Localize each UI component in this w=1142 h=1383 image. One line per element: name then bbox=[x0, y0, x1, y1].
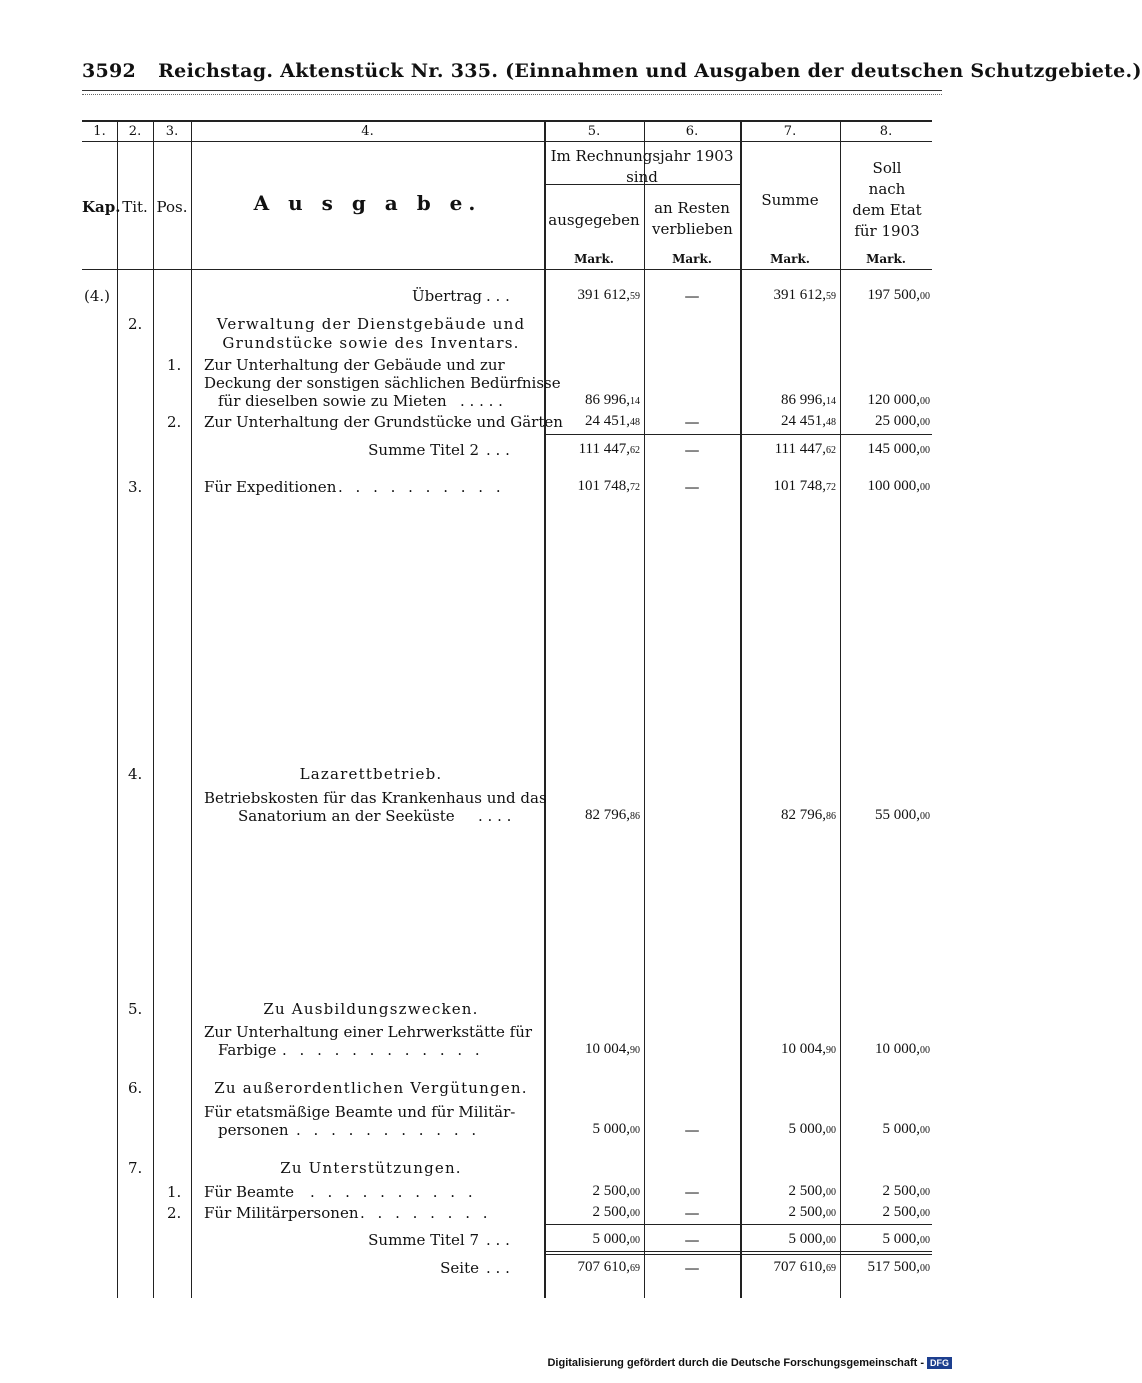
row-t3-sum: 101 748,72 bbox=[773, 478, 836, 494]
header-ausgabe: A u s g a b e. bbox=[253, 191, 482, 215]
leader-dots: . . . . bbox=[478, 807, 512, 825]
col-divider bbox=[153, 120, 154, 1298]
colnum-7: 7. bbox=[783, 124, 797, 139]
row-t3-spent: 101 748,72 bbox=[577, 478, 640, 494]
leader-dots: . . . bbox=[486, 1259, 510, 1277]
header-soll: Soll nach dem Etat für 1903 bbox=[852, 159, 922, 240]
leader-dots: . . . . . . . . . . bbox=[338, 478, 505, 496]
row-t2sum-soll: 145 000,00 bbox=[867, 441, 930, 457]
row-t7-tit: 7. bbox=[128, 1159, 143, 1177]
unit-5: Mark. bbox=[574, 252, 614, 266]
colnum-6: 6. bbox=[685, 124, 699, 139]
page-header bbox=[82, 60, 1142, 82]
row-t7p1-pos: 1. bbox=[167, 1183, 182, 1201]
row-t5-spent: 10 004,90 bbox=[585, 1041, 640, 1057]
unit-7: Mark. bbox=[770, 252, 810, 266]
row-t6-spent: 5 000,00 bbox=[592, 1121, 640, 1137]
row-uebertrag-sum: 391 612,59 bbox=[773, 287, 836, 303]
row-uebertrag-rest: — bbox=[684, 287, 700, 305]
page-number: 3592 bbox=[82, 60, 137, 82]
row-t7p2-label: Für Militärpersonen bbox=[204, 1204, 359, 1222]
unit-6: Mark. bbox=[672, 252, 712, 266]
header-group: Im Rechnungsjahr 1903 sind bbox=[550, 147, 734, 186]
row-t2p2-pos: 2. bbox=[167, 413, 182, 431]
row-t2p2-rest: — bbox=[684, 413, 700, 431]
table-top-rule bbox=[82, 120, 932, 122]
leader-dots: . . . bbox=[486, 441, 510, 459]
colnum-3: 3. bbox=[165, 124, 179, 139]
row-seite-sum: 707 610,69 bbox=[773, 1259, 836, 1275]
row-t2p2-label: Zur Unterhaltung der Grundstücke und Gärten bbox=[204, 413, 563, 431]
row-t2-tit: 2. bbox=[128, 315, 143, 333]
row-t2sum-spent: 111 447,62 bbox=[578, 441, 640, 457]
col-divider bbox=[117, 120, 118, 1298]
header-rule-dotted bbox=[82, 94, 942, 95]
leader-dots: . . . bbox=[486, 287, 510, 305]
row-t5-line1: Zur Unterhaltung einer Lehrwerkstätte für bbox=[204, 1023, 533, 1041]
page-title: Reichstag. Aktenstück Nr. 335. (Einnahmen und Ausgaben der deutschen Schutzgebiete.) bbox=[158, 60, 1142, 82]
row-t6-rest: — bbox=[684, 1121, 700, 1139]
row-t7p1-sum: 2 500,00 bbox=[788, 1183, 836, 1199]
row-t2sum-rest: — bbox=[684, 441, 700, 459]
header-remaining: an Resten verblieben bbox=[652, 199, 733, 238]
row-t2p1-line3: für dieselben sowie zu Mieten bbox=[218, 392, 447, 410]
row-t7p2-soll: 2 500,00 bbox=[882, 1204, 930, 1220]
row-t7p2-spent: 2 500,00 bbox=[592, 1204, 640, 1220]
row-t6-line1: Für etatsmäßige Beamte und für Militär- bbox=[204, 1103, 516, 1121]
row-t6-heading: Zu außerordentlichen Vergütungen. bbox=[214, 1079, 528, 1097]
row-t4-spent: 82 796,86 bbox=[585, 807, 640, 823]
header-kap: Kap. bbox=[82, 198, 121, 216]
row-t2p2-spent: 24 451,48 bbox=[585, 413, 640, 429]
row-t4-sum: 82 796,86 bbox=[781, 807, 836, 823]
colnum-2: 2. bbox=[128, 124, 142, 139]
row-t2sum-sum: 111 447,62 bbox=[774, 441, 836, 457]
subtotal-rule bbox=[546, 434, 932, 435]
header-spent: ausgegeben bbox=[548, 211, 640, 229]
unit-8: Mark. bbox=[866, 252, 906, 266]
row-t7p2-sum: 2 500,00 bbox=[788, 1204, 836, 1220]
row-t6-tit: 6. bbox=[128, 1079, 143, 1097]
colnum-5: 5. bbox=[587, 124, 601, 139]
row-t4-tit: 4. bbox=[128, 765, 143, 783]
leader-dots: . . . . . . . . . . . bbox=[296, 1121, 481, 1139]
row-t2-heading: Verwaltung der Dienstgebäude und Grundstücke sowie des Inventars. bbox=[216, 315, 526, 352]
row-t2p1-line1: Zur Unterhaltung der Gebäude und zur bbox=[204, 356, 505, 374]
row-t2p1-soll: 120 000,00 bbox=[867, 392, 930, 408]
row-t5-soll: 10 000,00 bbox=[875, 1041, 930, 1057]
row-t7p1-rest: — bbox=[684, 1183, 700, 1201]
row-t7p1-label: Für Beamte bbox=[204, 1183, 294, 1201]
row-t5-line2: Farbige bbox=[218, 1041, 277, 1059]
row-t4-soll: 55 000,00 bbox=[875, 807, 930, 823]
footer-text: Digitalisierung gefördert durch die Deutsche Forschungsgemeinschaft - bbox=[547, 1357, 924, 1369]
header-pos: Pos. bbox=[156, 198, 188, 216]
row-uebertrag-kap: (4.) bbox=[84, 287, 111, 305]
row-t3-rest: — bbox=[684, 478, 700, 496]
row-seite-rest: — bbox=[684, 1259, 700, 1277]
row-t4-heading: Lazarettbetrieb. bbox=[299, 765, 443, 783]
row-t7sum-spent: 5 000,00 bbox=[592, 1231, 640, 1247]
total-rule-double bbox=[546, 1254, 932, 1255]
colnum-4: 4. bbox=[361, 124, 374, 139]
row-t5-sum: 10 004,90 bbox=[781, 1041, 836, 1057]
digitization-footer bbox=[547, 1357, 952, 1369]
row-t7sum-sum: 5 000,00 bbox=[788, 1231, 836, 1247]
header-sum: Summe bbox=[761, 191, 819, 209]
row-t7sum-label: Summe Titel 7 bbox=[368, 1231, 479, 1249]
header-rule bbox=[82, 90, 942, 91]
row-t2p1-line2: Deckung der sonstigen sächlichen Bedürfnisse bbox=[204, 374, 561, 392]
col-divider bbox=[840, 120, 841, 1298]
colnum-1: 1. bbox=[93, 124, 106, 139]
row-uebertrag-soll: 197 500,00 bbox=[867, 287, 930, 303]
row-uebertrag-spent: 391 612,59 bbox=[577, 287, 640, 303]
row-seite-label: Seite bbox=[440, 1259, 479, 1277]
row-seite-soll: 517 500,00 bbox=[867, 1259, 930, 1275]
total-rule bbox=[546, 1251, 932, 1252]
row-t7p1-soll: 2 500,00 bbox=[882, 1183, 930, 1199]
row-t7p1-spent: 2 500,00 bbox=[592, 1183, 640, 1199]
row-t2p2-sum: 24 451,48 bbox=[781, 413, 836, 429]
row-t7sum-rest: — bbox=[684, 1231, 700, 1249]
row-t3-soll: 100 000,00 bbox=[867, 478, 930, 494]
row-t2p1-sum: 86 996,14 bbox=[781, 392, 836, 408]
colnum-8: 8. bbox=[879, 124, 893, 139]
leader-dots: . . . . . . . . bbox=[360, 1204, 492, 1222]
row-t2p2-soll: 25 000,00 bbox=[875, 413, 930, 429]
row-t6-soll: 5 000,00 bbox=[882, 1121, 930, 1137]
row-t7p2-pos: 2. bbox=[167, 1204, 182, 1222]
row-t4-line2: Sanatorium an der Seeküste bbox=[238, 807, 455, 825]
row-t3-label: Für Expeditionen bbox=[204, 478, 337, 496]
row-t7p2-rest: — bbox=[684, 1204, 700, 1222]
row-t2sum-label: Summe Titel 2 bbox=[368, 441, 479, 459]
row-seite-spent: 707 610,69 bbox=[577, 1259, 640, 1275]
header-tit: Tit. bbox=[122, 198, 148, 216]
row-t7-heading: Zu Unterstützungen. bbox=[280, 1159, 462, 1177]
row-t6-sum: 5 000,00 bbox=[788, 1121, 836, 1137]
leader-dots: . . . . . bbox=[460, 392, 503, 410]
row-uebertrag-label: Übertrag bbox=[411, 287, 482, 305]
row-t3-tit: 3. bbox=[128, 478, 143, 496]
row-t7sum-soll: 5 000,00 bbox=[882, 1231, 930, 1247]
leader-dots: . . . . . . . . . . . . bbox=[282, 1041, 484, 1059]
leader-dots: . . . bbox=[486, 1231, 510, 1249]
row-t5-heading: Zu Ausbildungszwecken. bbox=[263, 1000, 479, 1018]
row-t2p1-pos: 1. bbox=[167, 356, 182, 374]
row-t2p1-spent: 86 996,14 bbox=[585, 392, 640, 408]
dfg-logo: DFG bbox=[927, 1357, 952, 1369]
col-divider bbox=[191, 120, 192, 1298]
row-t4-line1: Betriebskosten für das Krankenhaus und das bbox=[204, 789, 547, 807]
colnum-rule bbox=[82, 141, 932, 142]
row-t5-tit: 5. bbox=[128, 1000, 143, 1018]
subtotal-rule bbox=[546, 1224, 932, 1225]
row-t6-line2: personen bbox=[218, 1121, 289, 1139]
leader-dots: . . . . . . . . . . bbox=[310, 1183, 477, 1201]
header-bottom-rule bbox=[82, 269, 932, 270]
